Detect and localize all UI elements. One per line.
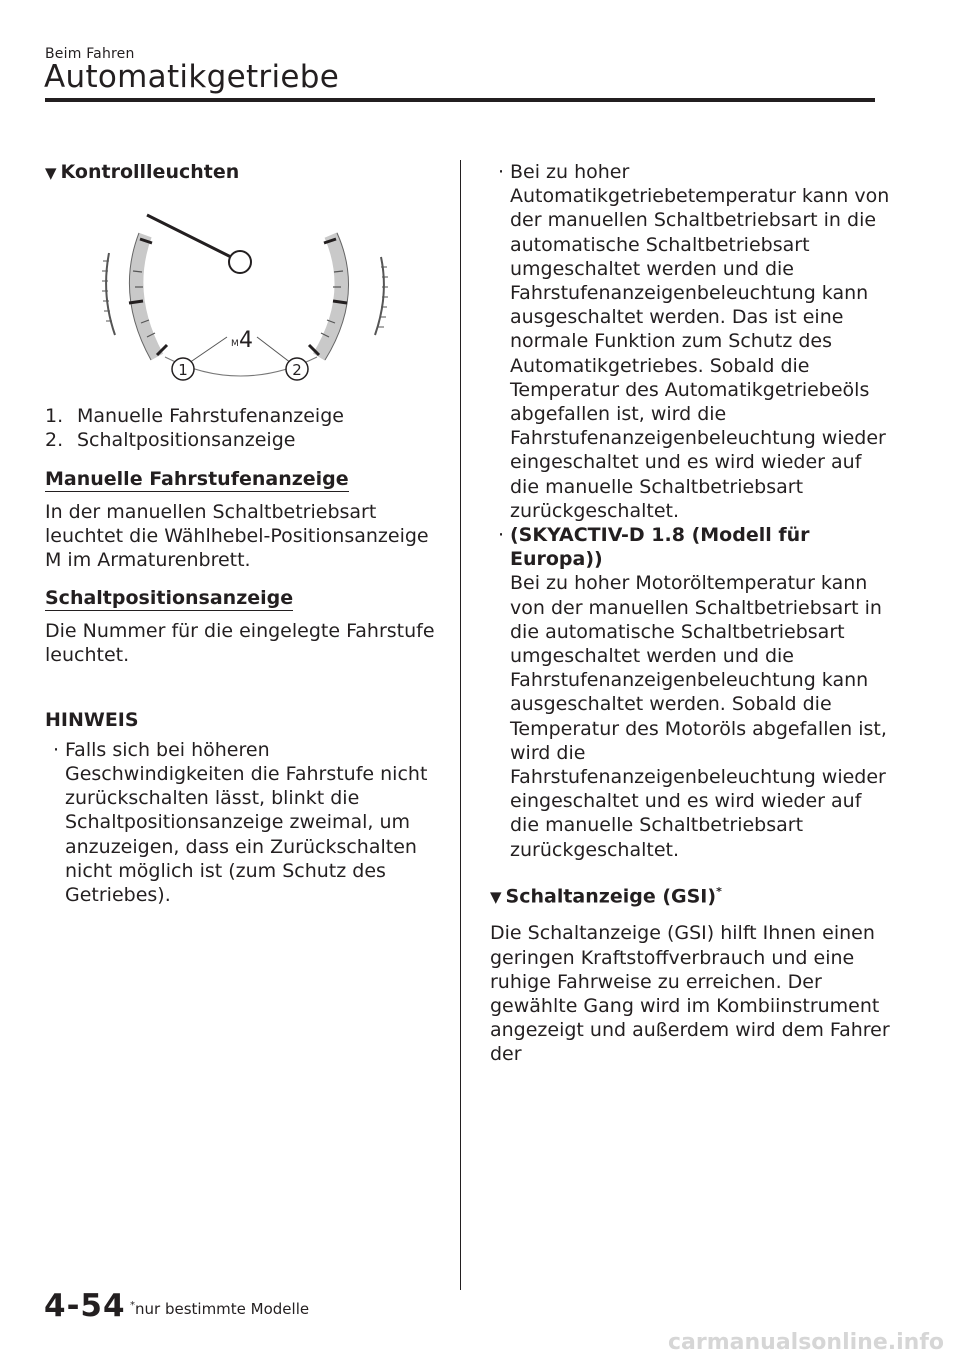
gauge-illustration (95, 195, 395, 390)
column-divider (460, 160, 461, 1290)
page-title: Automatikgetriebe (44, 59, 340, 95)
triangle-marker-icon: ▼ (490, 888, 502, 907)
gauge-scale-left (136, 235, 157, 357)
legend-item (45, 428, 445, 452)
legend-number: 1. (45, 405, 64, 428)
callout-2-label: 2 (292, 361, 302, 380)
gauge-outer-arc-left (106, 253, 115, 335)
optional-equipment-star: * (716, 884, 722, 898)
gauge-scale-right (319, 235, 342, 357)
legend-list (45, 404, 445, 452)
heading-text: Kontrollleuchten (60, 161, 240, 183)
triangle-marker-icon: ▼ (45, 164, 57, 182)
gear-number-indicator: 4 (239, 328, 253, 354)
footnote-star: * (130, 1300, 135, 1311)
bullet-dot-icon: · (498, 161, 505, 183)
gear-mode-indicator: M (231, 339, 239, 350)
right-column (490, 160, 890, 1067)
legend-number: 2. (45, 429, 64, 452)
legend-text: Schaltpositionsanzeige (77, 429, 296, 452)
note-bullet-text: Falls sich bei höheren Geschwindigkeiten die Fahrstufe nicht zurückschalten lässt, blinkt die Schaltpositionsanzeige zweimal, um anzuzeigen, dass ein Zurückschalten nicht möglich ist (zum Schutz des Getriebes). (65, 738, 428, 907)
note-heading: HINWEIS (45, 708, 139, 731)
page-number: 4-54 (44, 1288, 126, 1324)
bullet-item-skyactiv (490, 523, 890, 862)
subheading-manuelle-fahrstufenanzeige: Manuelle Fahrstufenanzeige (45, 467, 349, 490)
section-label: Beim Fahren (45, 46, 135, 62)
heading-text: Schaltanzeige (GSI) (505, 885, 717, 908)
legend-text: Manuelle Fahrstufenanzeige (77, 405, 344, 428)
bullet-text: Bei zu hoher Automatikgetriebetemperatur kann von der manuellen Schaltbetriebsart in die automatische Schaltbetriebsart umgeschaltet werden und die Fahrstufenanzeigenbeleuchtung kann ausgeschaltet werden. Das ist eine normale Funktion zum Schutz des Automatikgetriebes. Sobald die Temperatur des Automatikgetriebeöls abgefallen ist, wird die Fahrstufenanzeigenbeleuchtung wieder eingeschaltet und es wird wieder auf die manuelle Schaltbetriebsart zurückgeschaltet. (510, 161, 890, 522)
gauge-needle (147, 215, 237, 260)
header-rule (45, 98, 875, 102)
callout-1-label: 1 (178, 361, 188, 380)
footer-note (130, 1300, 309, 1318)
footnote-text: nur bestimmte Modelle (135, 1300, 310, 1318)
bullet-bold-text: (SKYACTIV-D 1.8 (Modell für Europa)) (510, 524, 810, 571)
bullet-text: Bei zu hoher Motoröltemperatur kann von der manuellen Schaltbetriebsart in die automatische Schaltbetriebsart umgeschaltet werden und die Fahrstufenanzeigenbeleuchtung kann ausgeschaltet werden. Sobald die Temperatur des Motoröls abgefallen ist, wird die Fahrstufenanzeigenbeleuchtung wieder eingeschaltet und es wird wieder auf die manuelle Schaltbetriebsart zurückgeschaltet. (510, 572, 887, 861)
watermark: carmanualsonline.info (668, 1330, 944, 1355)
bullet-dot-icon: · (53, 738, 60, 761)
gauge-hub (229, 251, 251, 273)
paragraph-schaltpositionsanzeige: Die Nummer für die eingelegte Fahrstufe leuchtet. (45, 620, 435, 667)
heading-kontrollleuchten (45, 160, 445, 185)
heading-schaltanzeige (490, 880, 890, 910)
bullet-item-temperature (490, 160, 890, 523)
bullet-dot-icon: · (498, 524, 505, 547)
paragraph-schaltanzeige: Die Schaltanzeige (GSI) hilft Ihnen einen geringen Kraftstoffverbrauch und eine ruhige Fahrweise zu erreichen. Der gewählte Gang wird im Kombiinstrument angezeigt und außerdem wird dem Fahrer der (490, 922, 890, 1066)
note-bullet-item (45, 738, 445, 907)
legend-item (45, 404, 445, 428)
subheading-schaltpositionsanzeige: Schaltpositionsanzeige (45, 587, 294, 610)
gauge-outer-arc-right (375, 257, 384, 335)
paragraph-manuelle-fahrstufenanzeige: In der manuellen Schaltbetriebsart leuchtet die Wählhebel-Positionsanzeige M im Armaturenbrett. (45, 500, 429, 572)
left-column (45, 160, 445, 907)
